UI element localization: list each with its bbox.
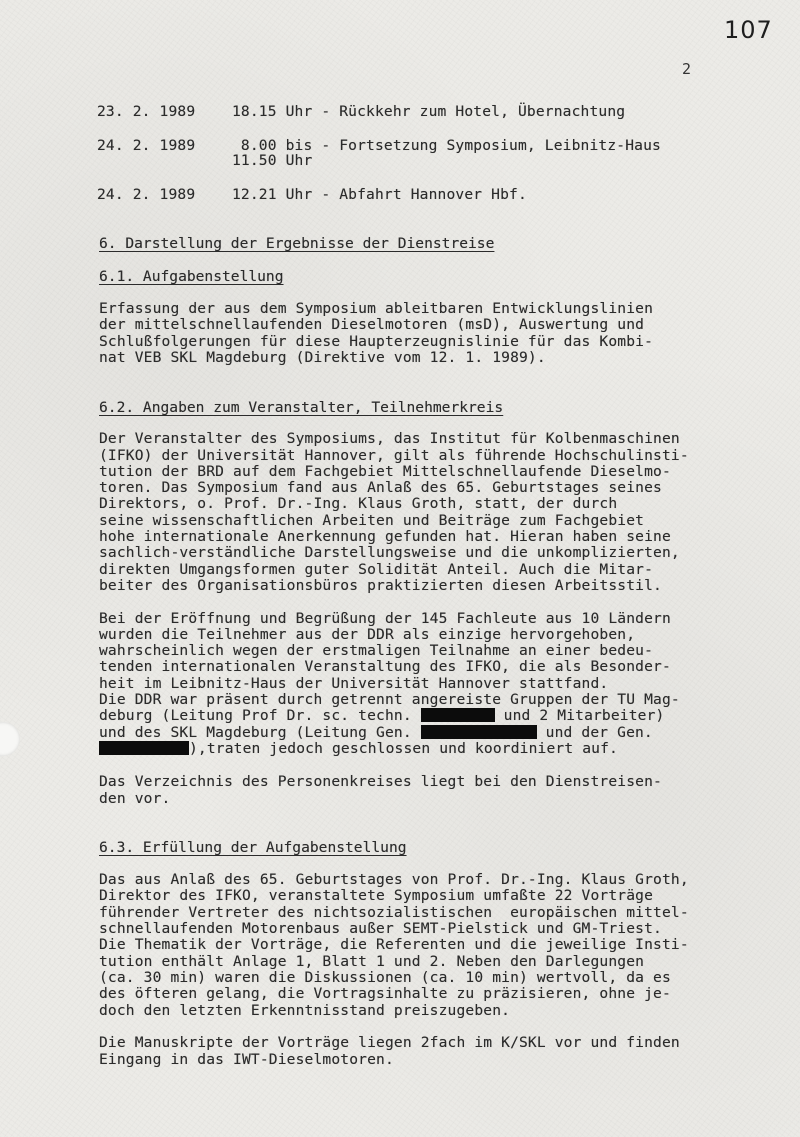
- text-line: tution der BRD auf dem Fachgebiet Mittelschnellaufende Dieselmo-: [99, 463, 671, 480]
- schedule-date: 24. 2. 1989: [97, 137, 196, 154]
- text-line: Bei der Eröffnung und Begrüßung der 145 Fachleute aus 10 Ländern: [99, 610, 671, 627]
- text-line: Erfassung der aus dem Symposium ableitbaren Entwicklungslinien: [99, 300, 654, 317]
- text-line: sachlich-verständliche Darstellungsweise und die unkomplizierten,: [99, 544, 680, 561]
- text-line: führender Vertreter des nichtsozialistischen europäischen mittel-: [99, 904, 689, 921]
- schedule-entry-cont: 11.50 Uhr: [232, 152, 313, 169]
- text-line: tution enthält Anlage 1, Blatt 1 und 2. Neben den Darlegungen: [99, 953, 645, 970]
- text-fragment: und der Gen.: [536, 724, 653, 741]
- text-line: Die DDR war präsent durch getrennt angereiste Gruppen der TU Mag-: [99, 691, 680, 708]
- page-number: 2: [682, 60, 692, 78]
- text-fragment: und 2 Mitarbeiter): [494, 707, 665, 724]
- text-line: Das aus Anlaß des 65. Geburtstages von Prof. Dr.-Ing. Klaus Groth,: [99, 871, 689, 888]
- text-line: beiter des Organisationsbüros praktizierten diesen Arbeitsstil.: [99, 577, 662, 594]
- section-heading: 6.3. Erfüllung der Aufgabenstellung: [99, 839, 407, 856]
- text-fragment: und des SKL Magdeburg (Leitung Gen.: [99, 724, 421, 741]
- schedule-date: 24. 2. 1989: [97, 186, 196, 203]
- text-line-redacted: [99, 708, 665, 725]
- schedule-entry: 8.00 bis - Fortsetzung Symposium, Leibnitz-Haus: [232, 137, 661, 154]
- text-line: doch den letzten Erkenntnisstand preiszugeben.: [99, 1002, 511, 1019]
- text-line-redacted: [99, 741, 618, 758]
- text-line: wurden die Teilnehmer aus der DDR als einzige hervorgehoben,: [99, 626, 636, 643]
- text-line: (IFKO) der Universität Hannover, gilt als führende Hochschulinsti-: [99, 447, 689, 464]
- text-line: (ca. 30 min) waren die Diskussionen (ca. 10 min) wertvoll, da es: [99, 969, 671, 986]
- schedule-entry: 12.21 Uhr - Abfahrt Hannover Hbf.: [232, 186, 527, 203]
- section-heading: 6. Darstellung der Ergebnisse der Dienstreise: [99, 235, 495, 252]
- text-line: seine wissenschaftlichen Arbeiten und Beiträge zum Fachgebiet: [99, 512, 645, 529]
- text-fragment: deburg (Leitung Prof Dr. sc. techn.: [99, 707, 421, 724]
- text-line: hohe internationale Anerkennung gefunden hat. Hieran haben seine: [99, 528, 671, 545]
- text-line: direkten Umgangsformen guter Solidität Anteil. Auch die Mitar-: [99, 561, 654, 578]
- text-line: Direktors, o. Prof. Dr.-Ing. Klaus Groth, statt, der durch: [99, 495, 618, 512]
- text-line: den vor.: [99, 790, 171, 807]
- redaction-bar: [421, 708, 495, 722]
- text-line: Der Veranstalter des Symposiums, das Institut für Kolbenmaschinen: [99, 430, 680, 447]
- text-line: Das Verzeichnis des Personenkreises liegt bei den Dienstreisen-: [99, 773, 662, 790]
- section-heading: 6.1. Aufgabenstellung: [99, 268, 284, 285]
- text-line: der mittelschnellaufenden Dieselmotoren (msD), Auswertung und: [99, 316, 645, 333]
- punch-hole: [0, 722, 20, 756]
- text-line: Schlußfolgerungen für diese Haupterzeugnislinie für das Kombi-: [99, 333, 654, 350]
- text-line: tenden internationalen Veranstaltung des IFKO, die als Besonder-: [99, 658, 671, 675]
- text-line: Die Manuskripte der Vorträge liegen 2fach im K/SKL vor und finden: [99, 1034, 680, 1051]
- text-line: Direktor des IFKO, veranstaltete Symposium umfaßte 22 Vorträge: [99, 887, 654, 904]
- text-line: Eingang in das IWT-Dieselmotoren.: [99, 1051, 394, 1068]
- text-line: heit im Leibnitz-Haus der Universität Hannover stattfand.: [99, 675, 609, 692]
- text-line: schnellaufenden Motorenbaus außer SEMT-Pielstick und GM-Triest.: [99, 920, 662, 937]
- text-line: Die Thematik der Vorträge, die Referenten und die jeweilige Insti-: [99, 936, 689, 953]
- section-heading: 6.2. Angaben zum Veranstalter, Teilnehmerkreis: [99, 399, 504, 416]
- redaction-bar: [421, 725, 537, 739]
- folio-number: 107: [724, 16, 773, 44]
- text-line: wahrscheinlich wegen der erstmaligen Teilnahme an einer bedeu-: [99, 642, 654, 659]
- text-line: nat VEB SKL Magdeburg (Direktive vom 12. 1. 1989).: [99, 349, 546, 366]
- text-line: des öfteren gelang, die Vortragsinhalte zu präzisieren, ohne je-: [99, 985, 671, 1002]
- text-line: toren. Das Symposium fand aus Anlaß des 65. Geburtstages seines: [99, 479, 662, 496]
- text-fragment: ),traten jedoch geschlossen und koordiniert auf.: [189, 740, 618, 757]
- redaction-bar: [99, 741, 189, 755]
- schedule-date: 23. 2. 1989: [97, 103, 196, 120]
- schedule-entry: 18.15 Uhr - Rückkehr zum Hotel, Übernachtung: [232, 103, 626, 120]
